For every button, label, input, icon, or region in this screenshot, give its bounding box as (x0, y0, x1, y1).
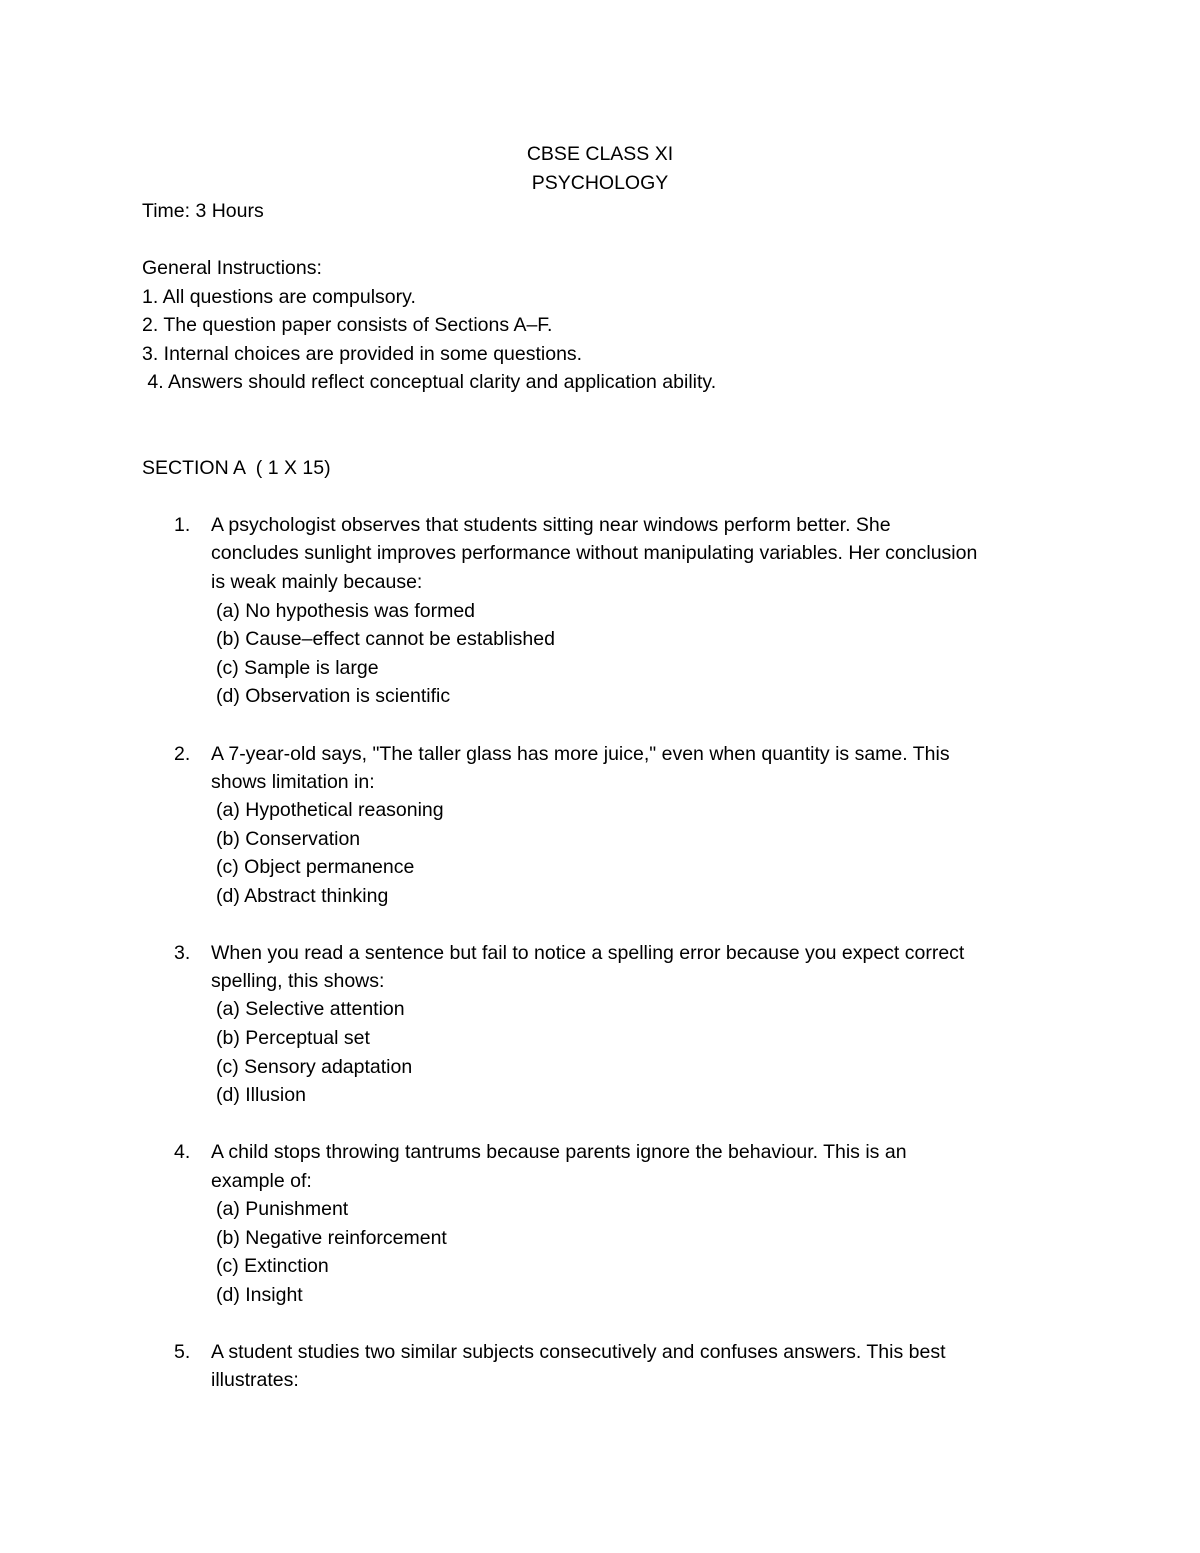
question-number: 3. (174, 942, 191, 964)
question-text-line: shows limitation in: (211, 771, 375, 793)
option-b: (b) Perceptual set (216, 1027, 370, 1049)
option-b: (b) Conservation (216, 828, 361, 850)
question-text-line: concludes sunlight improves performance without manipulating variables. Her conclusion (211, 542, 978, 564)
option-a: (a) Hypothetical reasoning (216, 799, 444, 821)
section-a-heading: SECTION A ( 1 X 15) (142, 457, 331, 479)
option-d: (d) Insight (216, 1284, 303, 1306)
instruction-item: 4. Answers should reflect conceptual clarity and application ability. (142, 371, 717, 393)
question-number: 2. (174, 743, 191, 765)
instruction-item: 2. The question paper consists of Sections A–F. (142, 314, 553, 336)
option-c: (c) Object permanence (216, 856, 415, 878)
question-text-line: A 7-year-old says, "The taller glass has more juice," even when quantity is same. This (211, 743, 950, 765)
option-b: (b) Cause–effect cannot be established (216, 628, 555, 650)
option-d: (d) Illusion (216, 1084, 306, 1106)
option-c: (c) Extinction (216, 1255, 329, 1277)
question-number: 4. (174, 1141, 191, 1163)
question-number: 5. (174, 1341, 191, 1363)
option-a: (a) Punishment (216, 1198, 349, 1220)
option-d: (d) Observation is scientific (216, 685, 451, 707)
option-c: (c) Sample is large (216, 657, 379, 679)
question-text-line: A child stops throwing tantrums because parents ignore the behaviour. This is an (211, 1141, 907, 1163)
subject-title: PSYCHOLOGY (531, 172, 669, 194)
instruction-item: 1. All questions are compulsory. (142, 286, 416, 308)
question-text-line: spelling, this shows: (211, 970, 385, 992)
option-c: (c) Sensory adaptation (216, 1056, 413, 1078)
instruction-item: 3. Internal choices are provided in some questions. (142, 343, 583, 365)
question-text-line: A psychologist observes that students sitting near windows perform better. She (211, 514, 891, 536)
option-d: (d) Abstract thinking (216, 885, 389, 907)
question-text-line: A student studies two similar subjects consecutively and confuses answers. This best (211, 1341, 946, 1363)
question-text-line: illustrates: (211, 1369, 299, 1391)
question-text-line: example of: (211, 1170, 312, 1192)
time-allowed: Time: 3 Hours (142, 200, 264, 222)
question-number: 1. (174, 514, 191, 536)
question-text-line: is weak mainly because: (211, 571, 423, 593)
instructions-heading: General Instructions: (142, 257, 322, 279)
option-b: (b) Negative reinforcement (216, 1227, 447, 1249)
option-a: (a) Selective attention (216, 998, 405, 1020)
question-text-line: When you read a sentence but fail to notice a spelling error because you expect correct (211, 942, 965, 964)
option-a: (a) No hypothesis was formed (216, 600, 476, 622)
document-title: CBSE CLASS XI (526, 143, 674, 165)
